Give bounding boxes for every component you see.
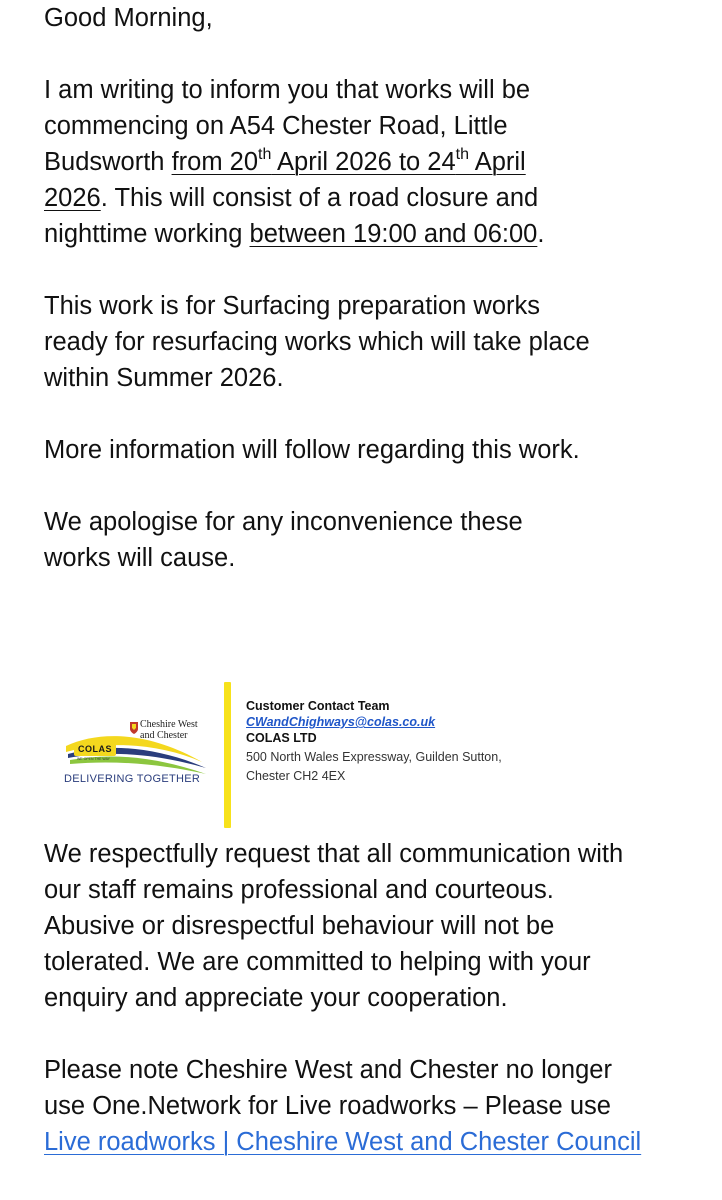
address-line-2: Chester CH2 4EX: [246, 769, 346, 783]
company-name: COLAS LTD: [246, 731, 317, 745]
live-roadworks-link[interactable]: Live roadworks | Cheshire West and Chester Council: [44, 1128, 642, 1156]
delivering-together: DELIVERING TOGETHER: [64, 773, 201, 785]
greeting: Good Morning,: [44, 4, 213, 32]
works-date-year: 2026: [44, 184, 101, 212]
signature-divider: [224, 682, 231, 828]
works-time-range: between 19:00 and 06:00: [249, 220, 538, 248]
colas-cwac-logo: [60, 682, 220, 828]
roadworks-note-paragraph: Please note Cheshire West and Chester no longer use One.Network for Live roadworks – Please use Live roadworks | Cheshire West and Chester Council: [44, 1056, 642, 1156]
email-footer: [44, 836, 704, 1160]
works-notice-paragraph: I am writing to inform you that works will be commencing on A54 Chester Road, Little Budsworth from 20th April 2026 to 24th April 2026. This will consist of a road closure and nighttime working between 19:00 and 06:00.: [44, 76, 545, 248]
apology-paragraph: We apologise for any inconvenience these works will cause.: [44, 508, 523, 572]
conduct-paragraph: We respectfully request that all communication with our staff remains professional and courteous. Abusive or disrespectful behaviour will not be tolerated. We are committed to helping with your enquiry and appreciate your cooperation.: [44, 840, 624, 1012]
more-info-paragraph: More information will follow regarding this work.: [44, 436, 580, 464]
contact-team: Customer Contact Team: [246, 699, 390, 713]
notice-line-5-start: nighttime working: [44, 220, 250, 248]
works-purpose-paragraph: This work is for Surfacing preparation works ready for resurfacing works which will take place within Summer 2026.: [44, 292, 590, 392]
council-name: Cheshire West and Chester: [140, 719, 198, 741]
notice-line-4-rest: . This will consist of a road closure and: [100, 184, 539, 212]
colas-badge: COLAS: [74, 743, 116, 756]
notice-line-2: commencing on A54 Chester Road, Little: [44, 112, 508, 140]
notice-line-1: I am writing to inform you that works will be: [44, 76, 531, 104]
contact-details: [246, 698, 502, 784]
email-signature: [60, 682, 620, 828]
notice-line-3-start: Budsworth: [44, 148, 172, 176]
contact-email-link[interactable]: CWandChighways@colas.co.uk: [246, 715, 436, 729]
address-line-1: 500 North Wales Expressway, Guilden Sutton,: [246, 750, 502, 764]
works-date-range: from 20th April 2026 to 24th April: [171, 146, 526, 176]
email-body: [44, 0, 704, 576]
colas-tagline: WE OPEN THE WAY: [77, 757, 110, 761]
